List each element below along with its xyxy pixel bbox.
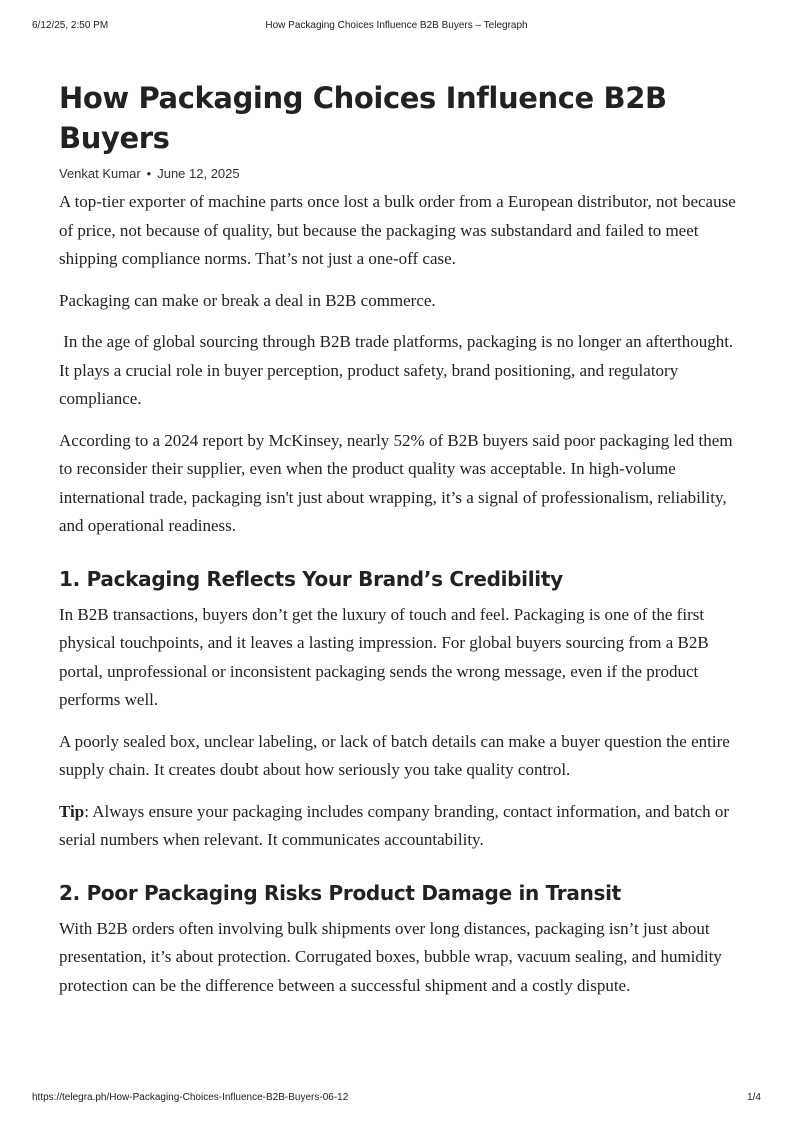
print-header [32,20,761,34]
print-footer [32,1092,761,1106]
paragraph: According to a 2024 report by McKinsey, nearly 52% of B2B buyers said poor packaging led them to reconsider their supplier, even when the product quality was acceptable. In high-volume international trade, packaging isn't just about wrapping, it’s a signal of professionalism, reliability, and operational readiness. [59,430,733,535]
tip-paragraph [59,798,739,855]
author-link[interactable]: Venkat Kumar [59,166,141,181]
print-page-title: How Packaging Choices Influence B2B Buyers – Telegraph [265,20,528,31]
paragraph: In the age of global sourcing through B2B trade platforms, packaging is no longer an afterthought. It plays a crucial role in buyer perception, product safety, brand positioning, and regulatory compliance. [59,332,738,408]
page-number: 1/4 [747,1092,761,1103]
byline-separator: • [146,166,152,181]
article [59,78,739,1013]
print-datetime: 6/12/25, 2:50 PM [32,20,109,31]
paragraph: A poorly sealed box, unclear labeling, or lack of batch details can make a buyer question the entire supply chain. It creates doubt about how seriously you take quality control. [59,731,730,779]
article-title: How Packaging Choices Influence B2B Buyers [59,81,667,155]
paragraph: With B2B orders often involving bulk shipments over long distances, packaging isn’t just about presentation, it’s about protection. Corrugated boxes, bubble wrap, vacuum sealing, and humidity protection can be the difference between a successful shipment and a costly dispute. [59,918,722,995]
paragraph: A top-tier exporter of machine parts once lost a bulk order from a European distributor, not because of price, not because of quality, but because the packaging was substandard and failed to meet shipping compliance norms. That’s not just a one-off case. [59,192,736,268]
paragraph: Packaging can make or break a deal in B2B commerce. [59,290,436,310]
paragraph: In B2B transactions, buyers don’t get the luxury of touch and feel. Packaging is one of the first physical touchpoints, and it leaves a lasting impression. For global buyers sourcing from a B2B portal, unprofessional or inconsistent packaging sends the wrong message, even if the product performs well. [59,604,709,709]
section-heading: 2. Poor Packaging Risks Product Damage in Transit [59,880,621,905]
tip-label: Tip [59,801,85,821]
publish-date: June 12, 2025 [157,166,240,181]
tip-text: : Always ensure your packaging includes company branding, contact information, and batch or serial numbers when relevant. It communicates accountability. [59,801,730,849]
page-url: https://telegra.ph/How-Packaging-Choices-Influence-B2B-Buyers-06-12 [32,1092,349,1103]
byline [59,166,739,186]
section-heading: 1. Packaging Reflects Your Brand’s Credibility [59,566,563,591]
